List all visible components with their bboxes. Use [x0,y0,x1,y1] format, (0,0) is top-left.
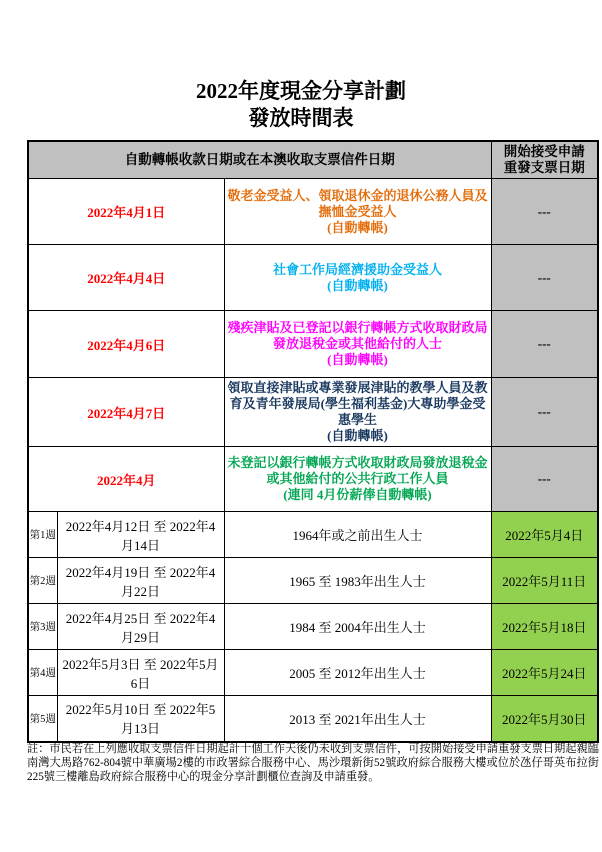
table-row-apr7 [28,378,598,447]
reissue-date-cell: 2022年5月24日 [491,650,598,696]
table-row-week3 [28,604,598,650]
payment-method: (連同 4月份薪俸自動轉帳) [283,487,432,502]
reissue-date-cell: 2022年5月18日 [491,604,598,650]
beneficiary-desc: 領取直接津貼或專業發展津貼的教學人員及教育及青年發展局(學生福利基金)大專助學金受惠學生 [227,380,488,427]
header-reissue-line1: 開始接受申請 [503,144,585,159]
beneficiary-cell [224,179,491,245]
birth-year-group: 2013 至 2021年出生人士 [224,696,491,742]
birth-year-group: 1984 至 2004年出生人士 [224,604,491,650]
footnote: 註：市民若在上列應收取支票信件日期起計十個工作天後仍未收到支票信件，可按開始接受申請重發支票日期起親臨南灣大馬路762-804號中華廣場2樓的市政署綜合服務中心、馬沙環新街52號政府綜合服務大樓或位於氹仔哥英布拉街225號三樓離島政府綜合服務中心的現金分享計劃櫃位查詢及申請重發。 [27,743,599,783]
payment-date: 2022年4月7日 [28,378,224,447]
payment-date: 2022年4月 [28,447,224,512]
beneficiary-desc: 社會工作局經濟援助金受益人 [272,261,442,277]
payment-method: (自動轉帳) [327,219,388,235]
reissue-date-cell: --- [491,378,598,447]
table-row-apr6 [28,311,598,378]
week-period: 2022年4月25日 至 2022年4月29日 [57,604,224,650]
table-row-week2 [28,558,598,604]
birth-year-group: 1965 至 1983年出生人士 [224,558,491,604]
week-label: 第1週 [28,512,57,558]
reissue-date-cell: 2022年5月11日 [491,558,598,604]
table-row-apr [28,447,598,512]
payment-method: (自動轉帳) [327,428,388,443]
page-title-line1: 2022年度現金分享計劃 [196,79,406,103]
table-row-apr4 [28,245,598,311]
week-label: 第3週 [28,604,57,650]
beneficiary-desc: 未登記以銀行轉帳方式收取財政局發放退稅金或其他給付的公共行政工作人員 [227,455,488,486]
beneficiary-cell [224,447,491,512]
page-title-line2: 發放時間表 [248,106,354,130]
payment-date: 2022年4月1日 [28,179,224,245]
table-row-apr1 [28,179,598,245]
payment-date: 2022年4月6日 [28,311,224,378]
beneficiary-desc: 敬老金受益人、領取退休金的退休公務人員及撫恤金受益人 [227,187,488,219]
birth-year-group: 2005 至 2012年出生人士 [224,650,491,696]
week-period: 2022年5月3日 至 2022年5月6日 [57,650,224,696]
week-period: 2022年4月12日 至 2022年4月14日 [57,512,224,558]
header-reissue-line2: 重發支票日期 [503,160,585,175]
week-label: 第4週 [28,650,57,696]
week-period: 2022年4月19日 至 2022年4月22日 [57,558,224,604]
reissue-date-cell: --- [491,311,598,378]
distribution-schedule-table [27,140,599,743]
reissue-date-cell: --- [491,447,598,512]
payment-method: (自動轉帳) [327,277,388,293]
page-title [0,78,602,132]
header-reissue-date [491,141,598,179]
header-payment-date: 自動轉帳收款日期或在本澳收取支票信件日期 [28,141,491,179]
payment-date: 2022年4月4日 [28,245,224,311]
table-row-week4 [28,650,598,696]
table-header-row [28,141,598,179]
week-label: 第2週 [28,558,57,604]
week-period: 2022年5月10日 至 2022年5月13日 [57,696,224,742]
birth-year-group: 1964年或之前出生人士 [224,512,491,558]
beneficiary-desc: 殘疾津貼及已登記以銀行轉帳方式收取財政局發放退稅金或其他給付的人士 [227,320,488,351]
week-label: 第5週 [28,696,57,742]
beneficiary-cell [224,245,491,311]
table-row-week1 [28,512,598,558]
reissue-date-cell: --- [491,179,598,245]
beneficiary-cell [224,311,491,378]
reissue-date-cell: --- [491,245,598,311]
beneficiary-cell [224,378,491,447]
reissue-date-cell: 2022年5月30日 [491,696,598,742]
reissue-date-cell: 2022年5月4日 [491,512,598,558]
payment-method: (自動轉帳) [327,352,388,367]
table-row-week5 [28,696,598,742]
